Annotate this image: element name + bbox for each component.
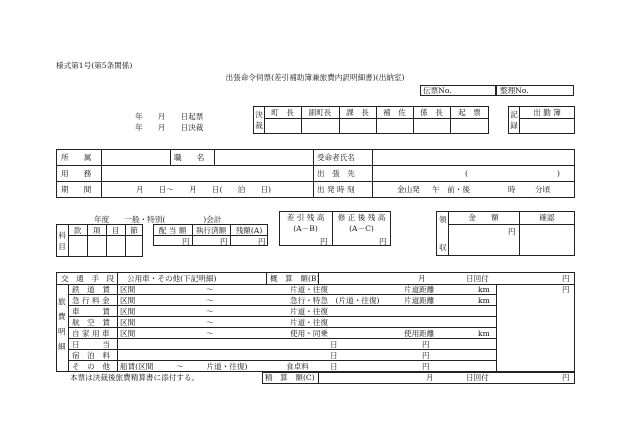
item-1-kukan: 区間: [120, 296, 136, 305]
yen-4: 円: [320, 237, 328, 246]
shozoku-label: 所 属: [61, 153, 92, 162]
item-2-mid: 片道・往復: [290, 307, 328, 316]
item-4-km: km: [478, 329, 490, 338]
kikan-value: 月 日～ 月 日( 泊 日): [136, 185, 272, 194]
kiroku-label: 記録: [510, 110, 518, 130]
seiri-no: 整理No.: [500, 86, 529, 95]
gaisan-tsuki: 月: [418, 274, 426, 283]
kessai-col-4: 係 長: [420, 108, 443, 117]
nittou-yen: 円: [422, 340, 430, 349]
jukousha-label: 受命者氏名: [317, 153, 355, 162]
item-2-tilde: ～: [206, 307, 214, 316]
kamoku-label: 科目: [58, 231, 66, 251]
shusei-sub: (A－C): [349, 224, 374, 233]
form-id: 様式第1号(第5条関係): [56, 61, 133, 70]
kessai-col-3: 補 佐: [383, 108, 406, 117]
kakunin-label: 確認: [539, 213, 555, 222]
ryohi-char-3: 明: [58, 327, 66, 336]
item-4-mid: 使用・同乗: [290, 329, 328, 338]
item-4-name: 自 家 用 車: [72, 329, 110, 338]
funachin-label: 船賃(区間 ～ 片道・往復): [120, 362, 248, 371]
kiroku-col: 出 勤 簿: [533, 108, 561, 117]
item-2-name: 車 賃: [72, 307, 110, 316]
item-0-km: km: [478, 285, 490, 294]
ryoshu-char-1: 領: [439, 215, 447, 224]
paren-left: (: [465, 169, 468, 178]
kian-date: 年 月 日起票: [135, 112, 204, 121]
item-4-kukan: 区間: [120, 329, 136, 338]
koutsuu-label: 交 通 手 段: [61, 274, 115, 283]
koutsuu-value: 公用車・その他(下記明細): [127, 274, 217, 283]
shuppatsu-label: 出 発 時 刻: [317, 185, 355, 194]
nendo-label: 年度 一般・特別( )会計: [94, 215, 222, 224]
kessai-col-2: 課 長: [346, 108, 369, 117]
ji-label: 時: [508, 185, 516, 194]
item-0-name: 鉄 道 賃: [72, 285, 110, 294]
item-0-mid: 片道・往復: [290, 285, 328, 294]
item-0-tilde: ～: [206, 285, 214, 294]
haitou-label: 配 当 額: [158, 226, 187, 235]
gaisan-hi-kai: 日回付: [466, 274, 489, 283]
info-table: [56, 149, 575, 198]
shukuhaku-label: 宿 泊 料: [72, 351, 110, 360]
gaisan-yen: 円: [562, 274, 570, 283]
seisan-tsuki: 月: [426, 373, 434, 382]
kessai-date: 年 月 日決裁: [135, 123, 204, 132]
footnote: 本票は決裁後旅費精算書に添付する。: [70, 373, 200, 382]
kingaku-label: 金 額: [468, 213, 499, 222]
shusei-head: 修 正 後 残 高: [337, 213, 386, 222]
paren-right: ): [557, 169, 560, 178]
kamoku-col-3: 節: [130, 226, 138, 235]
item-4-kyori: 使用距離: [404, 329, 435, 338]
item-1-mid: 急行・特急 (片道・往復): [290, 296, 380, 305]
kessai-col-1: 副町長: [308, 108, 332, 117]
sonota-label: そ の 他: [72, 362, 110, 371]
sabiki-sub: (A－B): [293, 224, 318, 233]
youmu-label: 用 務: [61, 169, 92, 178]
page-title: 出張命令伺票(差引補助簿兼旅費内訳明細書)(出納室): [225, 73, 405, 82]
ryohi-char-2: 費: [58, 312, 66, 321]
shikkou-label: 執行済額: [195, 226, 227, 235]
shukuhaku-nichi: 日: [330, 351, 338, 360]
item-2-kukan: 区間: [120, 307, 136, 316]
kessai-label: 決裁: [255, 110, 263, 130]
nittou-nichi: 日: [330, 340, 338, 349]
yen-3: 円: [258, 237, 266, 246]
kikan-label: 期 間: [61, 185, 92, 194]
item-1-km: km: [478, 296, 490, 305]
item-3-kukan: 区間: [120, 318, 136, 327]
nittou-label: 日 当: [72, 340, 110, 349]
item-1-name: 急 行 料 金: [72, 296, 110, 305]
gozen-label: 午 前・後: [432, 185, 470, 194]
kessai-col-5: 起 票: [458, 108, 481, 117]
sabiki-head: 差 引 残 高: [286, 213, 325, 222]
yen-1: 円: [182, 237, 190, 246]
item-1-tilde: ～: [206, 296, 214, 305]
item-3-name: 航 空 賃: [72, 318, 110, 327]
shucchousaki-label: 出 張 先: [317, 169, 355, 178]
gaisan-label: 概 算 額(B): [270, 274, 320, 283]
ryohi-char-1: 旅: [58, 297, 66, 306]
item-1-kyori: 片道距離: [404, 296, 435, 305]
yen-5: 円: [379, 237, 387, 246]
item-4-tilde: ～: [206, 329, 214, 338]
zan-label: 残額(A): [235, 226, 263, 235]
den-no: 伝票No.: [423, 86, 452, 95]
item-0-kukan: 区間: [120, 285, 136, 294]
ryohi-char-4: 細: [58, 342, 66, 351]
sonota-yen: 円: [422, 362, 430, 371]
ryoshu-char-2: 収: [439, 243, 447, 252]
item-3-tilde: ～: [206, 318, 214, 327]
yen-2: 円: [220, 237, 228, 246]
seisan-label: 精 算 額(C): [265, 373, 315, 382]
item-0-kyori: 片道距離: [404, 285, 435, 294]
item-0-yen: 円: [562, 285, 570, 294]
item-3-mid: 片道・往復: [290, 318, 328, 327]
kinzan-label: 金山発: [397, 185, 420, 194]
sonota-nichi: 日: [330, 362, 338, 371]
kamoku-col-2: 目: [111, 226, 120, 235]
kessai-col-0: 町 長: [271, 108, 294, 117]
seisan-yen: 円: [562, 373, 570, 382]
kamoku-col-1: 項: [92, 226, 101, 235]
shukuhaku-yen: 円: [422, 351, 430, 360]
kamoku-col-0: 款: [73, 226, 82, 235]
shokutaku-label: 食卓料: [286, 362, 309, 371]
seisan-hi-kai: 日回付: [466, 373, 489, 382]
fun-label: 分頃: [535, 185, 551, 194]
shokumei-label: 職 名: [174, 153, 205, 162]
yen-6: 円: [508, 227, 516, 236]
